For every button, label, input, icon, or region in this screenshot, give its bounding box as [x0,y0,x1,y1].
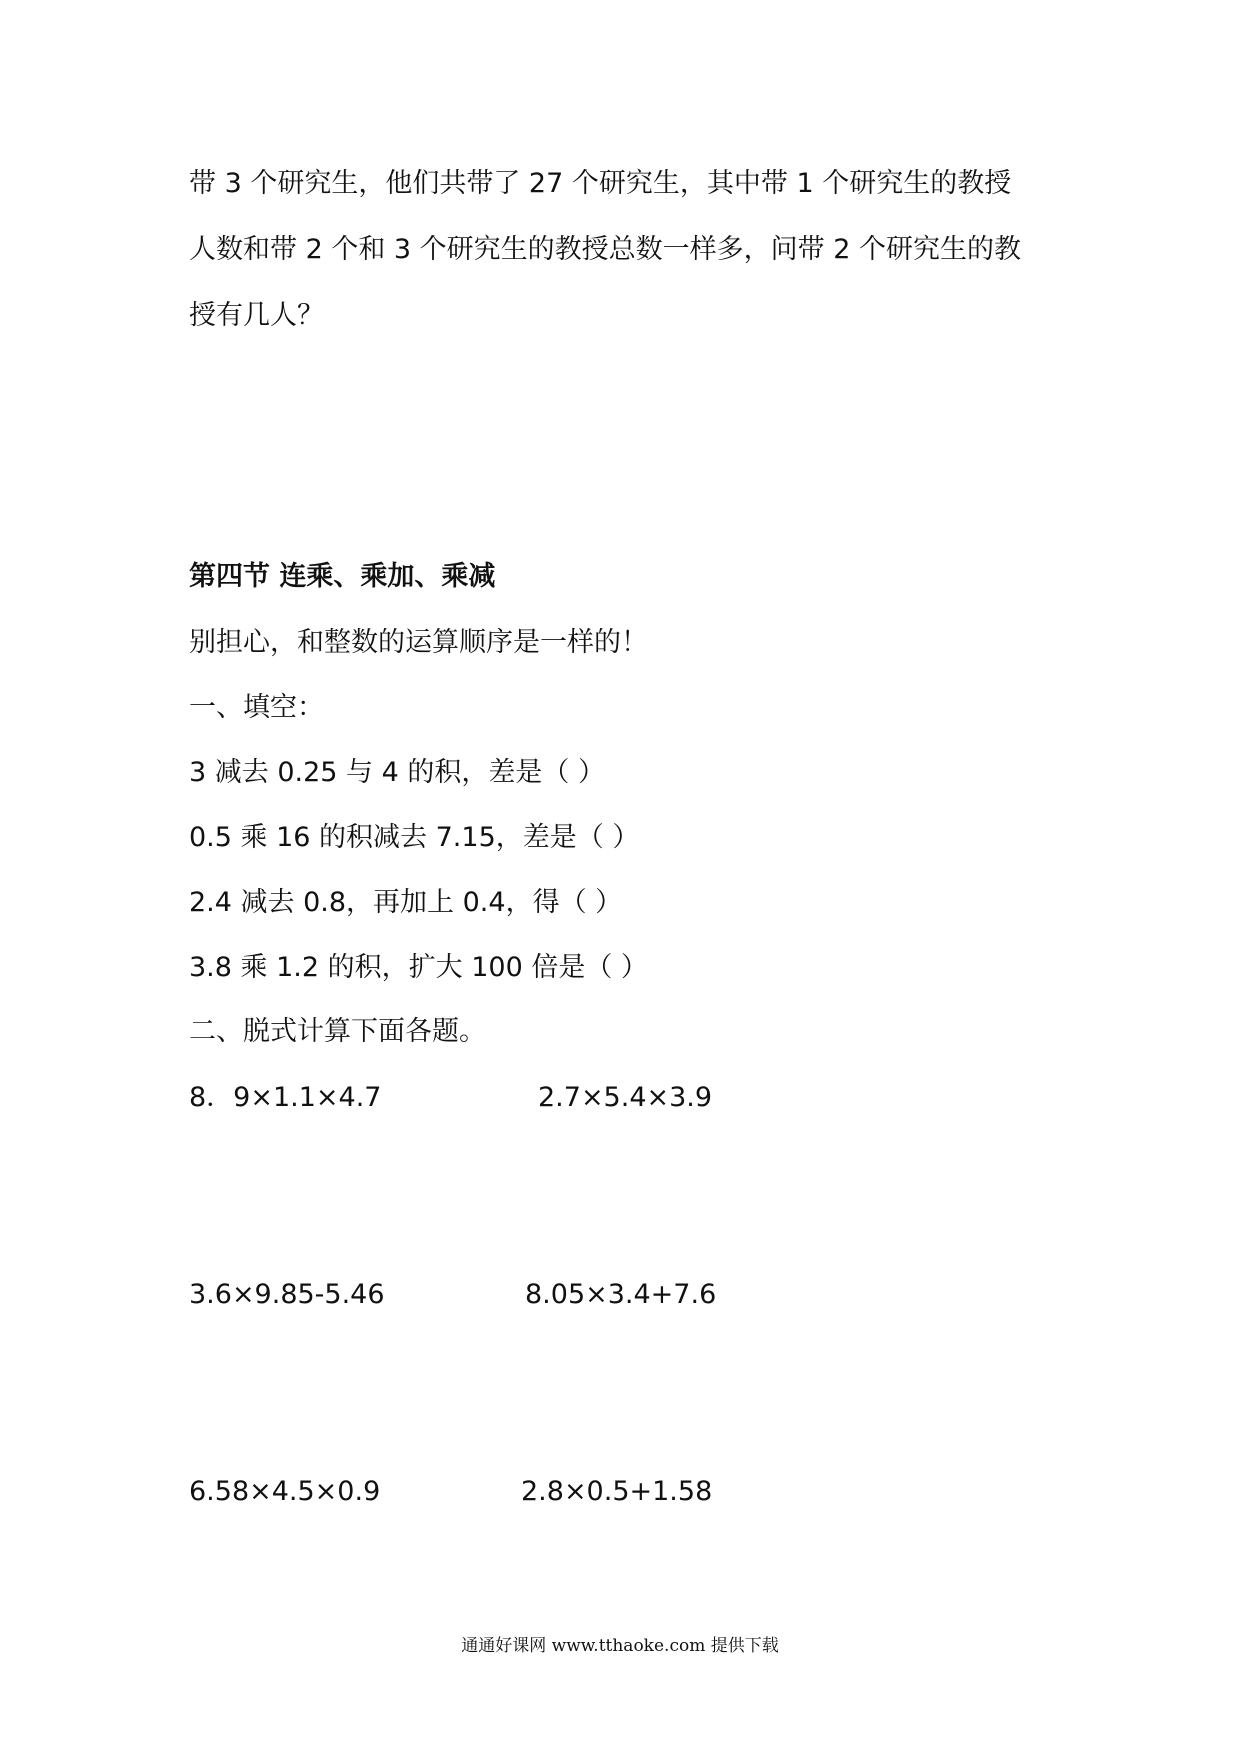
section-title: 第四节 连乘、乘加、乘减 [189,561,496,592]
problem-line-3: 授有几人？ [189,300,324,331]
calc-row-2-left: 3.6×9.85-5.46 [189,1279,385,1310]
section-intro: 别担心，和整数的运算顺序是一样的！ [189,627,648,658]
problem-line-1: 带 3 个研究生，他们共带了 27 个研究生，其中带 1 个研究生的教授 [189,168,1012,199]
calc-row-2-right: 8.05×3.4+7.6 [525,1279,717,1310]
page-footer: 通通好课网 www.tthaoke.com 提供下载 [461,1636,779,1656]
fill-blank-item-1: 3 减去 0.25 与 4 的积，差是（ ） [189,757,605,788]
calc-row-3-left: 6.58×4.5×0.9 [189,1476,381,1507]
calc-row-3-right: 2.8×0.5+1.58 [521,1476,713,1507]
calculation-heading: 二、脱式计算下面各题。 [189,1016,486,1047]
calc-row-1-right: 2.7×5.4×3.9 [538,1082,713,1113]
fill-blank-item-2: 0.5 乘 16 的积减去 7.15，差是（ ） [189,822,640,853]
fill-blank-item-3: 2.4 减去 0.8，再加上 0.4，得（ ） [189,887,623,918]
problem-line-2: 人数和带 2 个和 3 个研究生的教授总数一样多，问带 2 个研究生的教 [189,234,1022,265]
fill-blank-heading: 一、填空： [189,692,324,723]
calc-row-1-left: 8．9×1.1×4.7 [189,1082,382,1113]
fill-blank-item-4: 3.8 乘 1.2 的积，扩大 100 倍是（ ） [189,952,648,983]
